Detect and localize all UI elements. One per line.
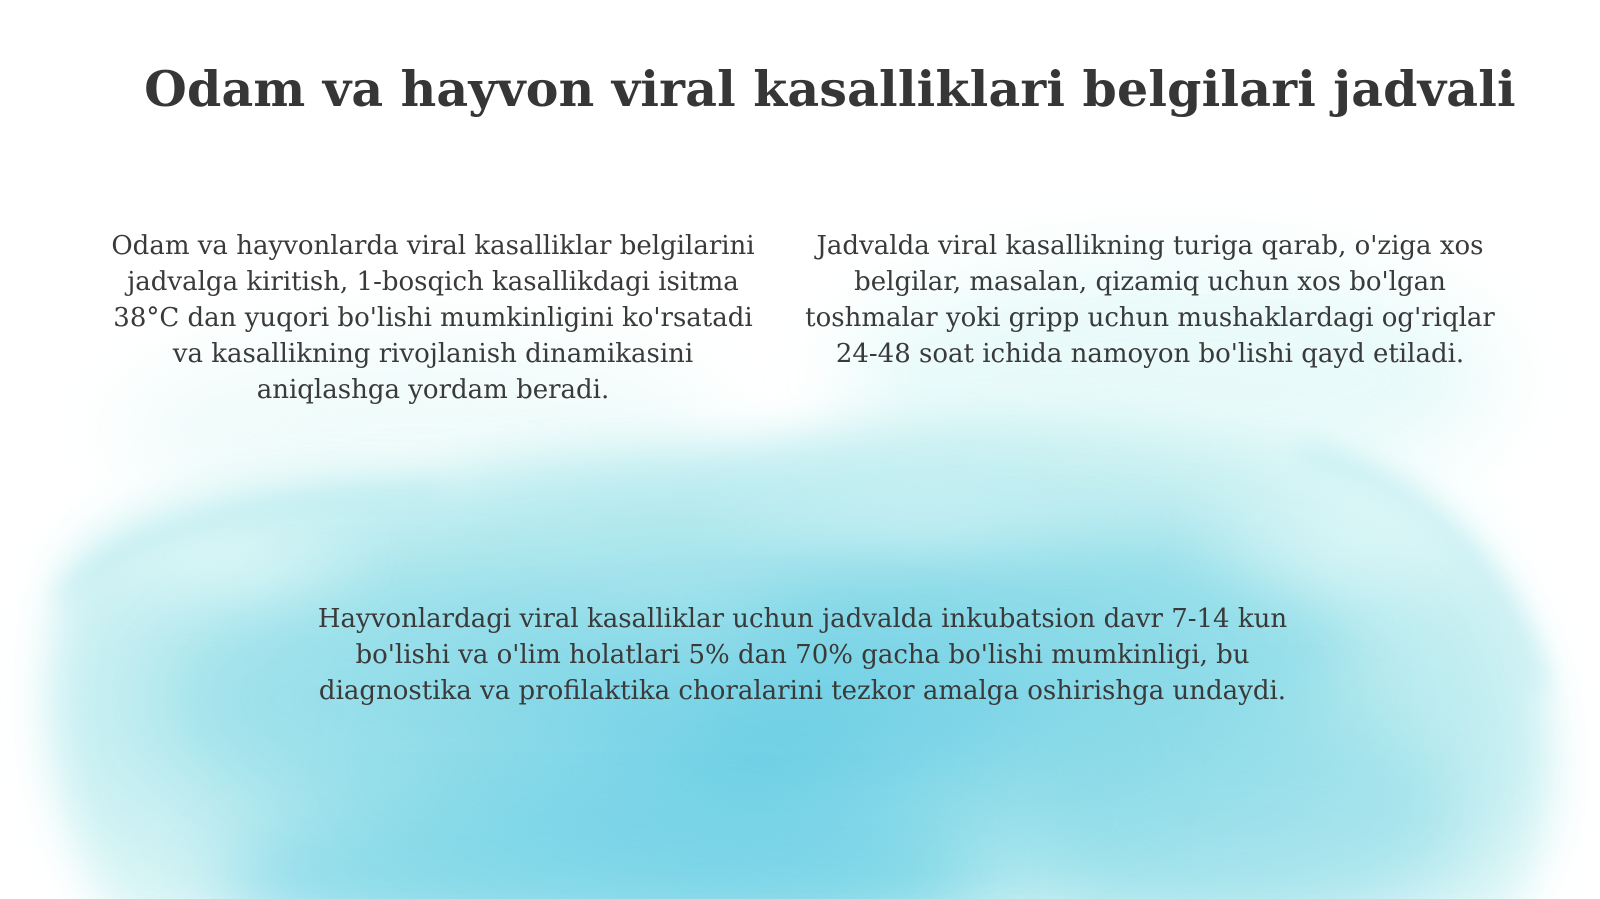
paragraph-bottom: Hayvonlardagi viral kasalliklar uchun jadvalda inkubatsion davr 7-14 kun bo'lishi va o'lim holatlari 5% dan 70% gacha bo'lishi mumkinligi, bu diagnostika va profilaktika choralarini tezkor amalga oshirishga undaydi. xyxy=(317,604,1288,706)
paragraph-right: Jadvalda viral kasallikning turiga qarab, o'ziga xos belgilar, masalan, qizamiq uchun xos bo'lgan toshmalar yoki gripp uchun mushaklardagi og'riqlar 24-48 soat ichida namoyon bo'lishi qayd etiladi. xyxy=(805,231,1495,369)
slide-title: Odam va hayvon viral kasalliklari belgilari jadvali xyxy=(144,60,1516,118)
paragraph-left: Odam va hayvonlarda viral kasalliklar belgilarini jadvalga kiritish, 1-bosqich kasallikdagi isitma 38°C dan yuqori bo'lishi mumkinligini ko'rsatadi va kasallikning rivojlanish dinamikasini aniqlashga yordam beradi. xyxy=(111,231,755,405)
